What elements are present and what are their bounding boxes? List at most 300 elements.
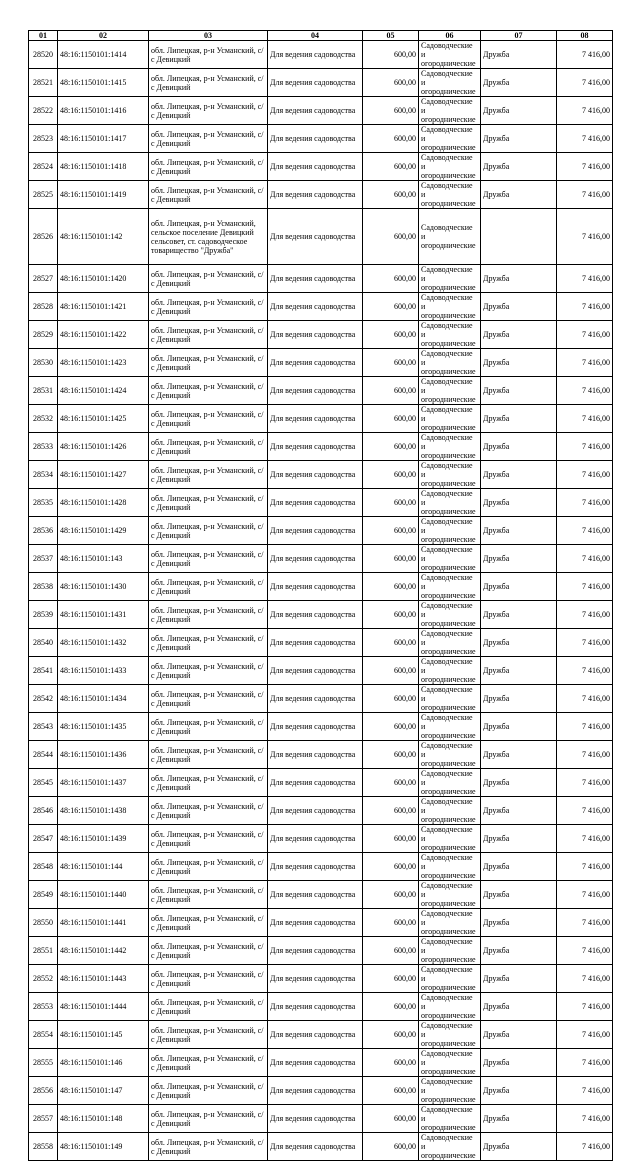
row-number-cell: 28538	[29, 573, 58, 601]
cadastral-number-cell: 48:16:1150101:143	[58, 545, 149, 573]
cadastral-value-cell: 7 416,00	[557, 349, 613, 377]
row-number-cell: 28551	[29, 937, 58, 965]
cadastral-value-cell: 7 416,00	[557, 769, 613, 797]
partnership-name-cell: Дружба	[481, 629, 557, 657]
cadastral-value-cell: 7 416,00	[557, 797, 613, 825]
partnership-name-cell: Дружба	[481, 937, 557, 965]
address-cell: обл. Липецкая, р-н Усманский, с/с Девицкий	[149, 489, 268, 517]
land-category-cell: Садоводческие и огороднические	[419, 125, 481, 153]
partnership-name-cell: Дружба	[481, 713, 557, 741]
permitted-use-cell: Для ведения садоводства	[268, 741, 363, 769]
cadastral-value-cell: 7 416,00	[557, 965, 613, 993]
address-cell: обл. Липецкая, р-н Усманский, с/с Девицкий	[149, 349, 268, 377]
cadastral-number-cell: 48:16:1150101:1425	[58, 405, 149, 433]
cadastral-value-cell: 7 416,00	[557, 1049, 613, 1077]
land-category-cell: Садоводческие и огороднические	[419, 153, 481, 181]
cadastral-number-cell: 48:16:1150101:1420	[58, 265, 149, 293]
address-cell: обл. Липецкая, р-н Усманский, с/с Девицкий	[149, 741, 268, 769]
cadastral-value-cell: 7 416,00	[557, 489, 613, 517]
area-cell: 600,00	[363, 573, 419, 601]
cadastral-number-cell: 48:16:1150101:1417	[58, 125, 149, 153]
land-category-cell: Садоводческие и огороднические	[419, 97, 481, 125]
row-number-cell: 28540	[29, 629, 58, 657]
land-category-cell: Садоводческие и огороднические	[419, 741, 481, 769]
partnership-name-cell: Дружба	[481, 909, 557, 937]
area-cell: 600,00	[363, 741, 419, 769]
land-category-cell: Садоводческие и огороднические	[419, 601, 481, 629]
land-category-cell: Садоводческие и огороднические	[419, 657, 481, 685]
permitted-use-cell: Для ведения садоводства	[268, 825, 363, 853]
address-cell: обл. Липецкая, р-н Усманский, с/с Девицкий	[149, 769, 268, 797]
cadastral-number-cell: 48:16:1150101:1422	[58, 321, 149, 349]
address-cell: обл. Липецкая, р-н Усманский, с/с Девицкий	[149, 41, 268, 69]
partnership-name-cell: Дружба	[481, 853, 557, 881]
area-cell: 600,00	[363, 881, 419, 909]
land-category-cell: Садоводческие и огороднические	[419, 293, 481, 321]
table-row	[29, 741, 613, 769]
table-row	[29, 965, 613, 993]
cadastral-number-cell: 48:16:1150101:1437	[58, 769, 149, 797]
permitted-use-cell: Для ведения садоводства	[268, 993, 363, 1021]
area-cell: 600,00	[363, 97, 419, 125]
land-category-cell: Садоводческие и огороднические	[419, 853, 481, 881]
permitted-use-cell: Для ведения садоводства	[268, 209, 363, 265]
address-cell: обл. Липецкая, р-н Усманский, с/с Девицкий	[149, 797, 268, 825]
row-number-cell: 28553	[29, 993, 58, 1021]
land-category-cell: Садоводческие и огороднические	[419, 405, 481, 433]
address-cell: обл. Липецкая, р-н Усманский, с/с Девицкий	[149, 1049, 268, 1077]
land-category-cell: Садоводческие и огороднические	[419, 69, 481, 97]
table-row	[29, 349, 613, 377]
land-category-cell: Садоводческие и огороднические	[419, 685, 481, 713]
land-category-cell: Садоводческие и огороднические	[419, 41, 481, 69]
cadastral-value-cell: 7 416,00	[557, 853, 613, 881]
row-number-cell: 28537	[29, 545, 58, 573]
partnership-name-cell: Дружба	[481, 377, 557, 405]
cadastral-number-cell: 48:16:1150101:1414	[58, 41, 149, 69]
address-cell: обл. Липецкая, р-н Усманский, с/с Девицкий	[149, 433, 268, 461]
area-cell: 600,00	[363, 993, 419, 1021]
row-number-cell: 28526	[29, 209, 58, 265]
address-cell: обл. Липецкая, р-н Усманский, с/с Девицкий	[149, 265, 268, 293]
area-cell: 600,00	[363, 489, 419, 517]
address-cell: обл. Липецкая, р-н Усманский, с/с Девицкий	[149, 153, 268, 181]
row-number-cell: 28528	[29, 293, 58, 321]
row-number-cell: 28547	[29, 825, 58, 853]
area-cell: 600,00	[363, 153, 419, 181]
address-cell: обл. Липецкая, р-н Усманский, с/с Девицкий	[149, 181, 268, 209]
area-cell: 600,00	[363, 265, 419, 293]
land-category-cell: Садоводческие и огороднические	[419, 993, 481, 1021]
cadastral-number-cell: 48:16:1150101:146	[58, 1049, 149, 1077]
permitted-use-cell: Для ведения садоводства	[268, 937, 363, 965]
land-category-cell: Садоводческие и огороднические	[419, 209, 481, 265]
partnership-name-cell: Дружба	[481, 1133, 557, 1161]
row-number-cell: 28543	[29, 713, 58, 741]
address-cell: обл. Липецкая, р-н Усманский, с/с Девицкий	[149, 601, 268, 629]
partnership-name-cell: Дружба	[481, 321, 557, 349]
area-cell: 600,00	[363, 713, 419, 741]
cadastral-number-cell: 48:16:1150101:1415	[58, 69, 149, 97]
partnership-name-cell: Дружба	[481, 769, 557, 797]
cadastral-number-cell: 48:16:1150101:1430	[58, 573, 149, 601]
register-table	[28, 30, 613, 1161]
cadastral-value-cell: 7 416,00	[557, 41, 613, 69]
table-row	[29, 769, 613, 797]
cadastral-number-cell: 48:16:1150101:1419	[58, 181, 149, 209]
column-header-03: 03	[149, 31, 268, 41]
column-header-02: 02	[58, 31, 149, 41]
column-header-07: 07	[481, 31, 557, 41]
cadastral-number-cell: 48:16:1150101:1433	[58, 657, 149, 685]
table-row	[29, 825, 613, 853]
row-number-cell: 28525	[29, 181, 58, 209]
address-cell: обл. Липецкая, р-н Усманский, с/с Девицкий	[149, 685, 268, 713]
partnership-name-cell: Дружба	[481, 1049, 557, 1077]
land-category-cell: Садоводческие и огороднические	[419, 909, 481, 937]
table-row	[29, 265, 613, 293]
address-cell: обл. Липецкая, р-н Усманский, с/с Девицкий	[149, 69, 268, 97]
table-row	[29, 937, 613, 965]
permitted-use-cell: Для ведения садоводства	[268, 1133, 363, 1161]
permitted-use-cell: Для ведения садоводства	[268, 125, 363, 153]
row-number-cell: 28549	[29, 881, 58, 909]
permitted-use-cell: Для ведения садоводства	[268, 853, 363, 881]
partnership-name-cell: Дружба	[481, 69, 557, 97]
address-cell: обл. Липецкая, р-н Усманский, с/с Девицкий	[149, 825, 268, 853]
area-cell: 600,00	[363, 909, 419, 937]
partnership-name-cell: Дружба	[481, 573, 557, 601]
address-cell: обл. Липецкая, р-н Усманский, с/с Девицкий	[149, 321, 268, 349]
address-cell: обл. Липецкая, р-н Усманский, с/с Девицкий	[149, 713, 268, 741]
cadastral-value-cell: 7 416,00	[557, 377, 613, 405]
area-cell: 600,00	[363, 461, 419, 489]
row-number-cell: 28555	[29, 1049, 58, 1077]
cadastral-number-cell: 48:16:1150101:1421	[58, 293, 149, 321]
table-row	[29, 601, 613, 629]
land-category-cell: Садоводческие и огороднические	[419, 1077, 481, 1105]
table-row	[29, 713, 613, 741]
table-row	[29, 657, 613, 685]
row-number-cell: 28552	[29, 965, 58, 993]
address-cell: обл. Липецкая, р-н Усманский, с/с Девицкий	[149, 1077, 268, 1105]
cadastral-value-cell: 7 416,00	[557, 433, 613, 461]
area-cell: 600,00	[363, 321, 419, 349]
row-number-cell: 28533	[29, 433, 58, 461]
partnership-name-cell: Дружба	[481, 349, 557, 377]
row-number-cell: 28542	[29, 685, 58, 713]
permitted-use-cell: Для ведения садоводства	[268, 657, 363, 685]
table-row	[29, 1049, 613, 1077]
table-row	[29, 209, 613, 265]
column-header-01: 01	[29, 31, 58, 41]
partnership-name-cell: Дружба	[481, 601, 557, 629]
partnership-name-cell: Дружба	[481, 881, 557, 909]
table-row	[29, 377, 613, 405]
table-row	[29, 97, 613, 125]
partnership-name-cell: Дружба	[481, 965, 557, 993]
table-row	[29, 153, 613, 181]
table-row	[29, 993, 613, 1021]
permitted-use-cell: Для ведения садоводства	[268, 769, 363, 797]
cadastral-number-cell: 48:16:1150101:1418	[58, 153, 149, 181]
permitted-use-cell: Для ведения садоводства	[268, 97, 363, 125]
address-cell: обл. Липецкая, р-н Усманский, с/с Девицкий	[149, 629, 268, 657]
cadastral-value-cell: 7 416,00	[557, 321, 613, 349]
row-number-cell: 28539	[29, 601, 58, 629]
table-row	[29, 41, 613, 69]
address-cell: обл. Липецкая, р-н Усманский, с/с Девицкий	[149, 909, 268, 937]
cadastral-value-cell: 7 416,00	[557, 573, 613, 601]
permitted-use-cell: Для ведения садоводства	[268, 349, 363, 377]
row-number-cell: 28557	[29, 1105, 58, 1133]
partnership-name-cell: Дружба	[481, 125, 557, 153]
cadastral-value-cell: 7 416,00	[557, 181, 613, 209]
land-category-cell: Садоводческие и огороднические	[419, 321, 481, 349]
row-number-cell: 28523	[29, 125, 58, 153]
cadastral-value-cell: 7 416,00	[557, 881, 613, 909]
table-row	[29, 797, 613, 825]
partnership-name-cell: Дружба	[481, 993, 557, 1021]
permitted-use-cell: Для ведения садоводства	[268, 797, 363, 825]
cadastral-value-cell: 7 416,00	[557, 69, 613, 97]
area-cell: 600,00	[363, 601, 419, 629]
land-category-cell: Садоводческие и огороднические	[419, 517, 481, 545]
table-row	[29, 629, 613, 657]
land-category-cell: Садоводческие и огороднические	[419, 573, 481, 601]
area-cell: 600,00	[363, 657, 419, 685]
address-cell: обл. Липецкая, р-н Усманский, с/с Девицкий	[149, 405, 268, 433]
cadastral-number-cell: 48:16:1150101:148	[58, 1105, 149, 1133]
cadastral-number-cell: 48:16:1150101:1423	[58, 349, 149, 377]
permitted-use-cell: Для ведения садоводства	[268, 909, 363, 937]
land-category-cell: Садоводческие и огороднические	[419, 349, 481, 377]
cadastral-value-cell: 7 416,00	[557, 293, 613, 321]
permitted-use-cell: Для ведения садоводства	[268, 321, 363, 349]
cadastral-value-cell: 7 416,00	[557, 657, 613, 685]
address-cell: обл. Липецкая, р-н Усманский, с/с Девицкий	[149, 1105, 268, 1133]
table-row	[29, 489, 613, 517]
address-cell: обл. Липецкая, р-н Усманский, с/с Девицкий	[149, 377, 268, 405]
permitted-use-cell: Для ведения садоводства	[268, 601, 363, 629]
permitted-use-cell: Для ведения садоводства	[268, 965, 363, 993]
table-row	[29, 853, 613, 881]
area-cell: 600,00	[363, 769, 419, 797]
row-number-cell: 28524	[29, 153, 58, 181]
partnership-name-cell: Дружба	[481, 97, 557, 125]
permitted-use-cell: Для ведения садоводства	[268, 489, 363, 517]
cadastral-number-cell: 48:16:1150101:1441	[58, 909, 149, 937]
address-cell: обл. Липецкая, р-н Усманский, с/с Девицкий	[149, 993, 268, 1021]
permitted-use-cell: Для ведения садоводства	[268, 713, 363, 741]
land-category-cell: Садоводческие и огороднические	[419, 461, 481, 489]
cadastral-value-cell: 7 416,00	[557, 265, 613, 293]
column-header-05: 05	[363, 31, 419, 41]
area-cell: 600,00	[363, 1077, 419, 1105]
address-cell: обл. Липецкая, р-н Усманский, с/с Девицкий	[149, 657, 268, 685]
table-row	[29, 433, 613, 461]
address-cell: обл. Липецкая, р-н Усманский, с/с Девицкий	[149, 125, 268, 153]
land-category-cell: Садоводческие и огороднические	[419, 1049, 481, 1077]
cadastral-value-cell: 7 416,00	[557, 405, 613, 433]
cadastral-value-cell: 7 416,00	[557, 741, 613, 769]
cadastral-number-cell: 48:16:1150101:1424	[58, 377, 149, 405]
permitted-use-cell: Для ведения садоводства	[268, 41, 363, 69]
address-cell: обл. Липецкая, р-н Усманский, с/с Девицкий	[149, 881, 268, 909]
area-cell: 600,00	[363, 433, 419, 461]
land-category-cell: Садоводческие и огороднические	[419, 489, 481, 517]
address-cell: обл. Липецкая, р-н Усманский, с/с Девицкий	[149, 573, 268, 601]
row-number-cell: 28554	[29, 1021, 58, 1049]
cadastral-number-cell: 48:16:1150101:1428	[58, 489, 149, 517]
table-row	[29, 181, 613, 209]
register-body	[29, 41, 613, 1161]
area-cell: 600,00	[363, 69, 419, 97]
area-cell: 600,00	[363, 209, 419, 265]
land-category-cell: Садоводческие и огороднические	[419, 881, 481, 909]
permitted-use-cell: Для ведения садоводства	[268, 545, 363, 573]
partnership-name-cell: Дружба	[481, 1077, 557, 1105]
address-cell: обл. Липецкая, р-н Усманский, с/с Девицкий	[149, 293, 268, 321]
cadastral-value-cell: 7 416,00	[557, 993, 613, 1021]
partnership-name-cell: Дружба	[481, 741, 557, 769]
area-cell: 600,00	[363, 853, 419, 881]
row-number-cell: 28522	[29, 97, 58, 125]
land-category-cell: Садоводческие и огороднические	[419, 797, 481, 825]
area-cell: 600,00	[363, 685, 419, 713]
partnership-name-cell: Дружба	[481, 181, 557, 209]
area-cell: 600,00	[363, 41, 419, 69]
cadastral-value-cell: 7 416,00	[557, 937, 613, 965]
land-category-cell: Садоводческие и огороднические	[419, 181, 481, 209]
address-cell: обл. Липецкая, р-н Усманский, с/с Девицкий	[149, 1021, 268, 1049]
column-header-06: 06	[419, 31, 481, 41]
permitted-use-cell: Для ведения садоводства	[268, 1021, 363, 1049]
area-cell: 600,00	[363, 349, 419, 377]
table-row	[29, 573, 613, 601]
permitted-use-cell: Для ведения садоводства	[268, 69, 363, 97]
cadastral-value-cell: 7 416,00	[557, 125, 613, 153]
land-category-cell: Садоводческие и огороднические	[419, 1133, 481, 1161]
column-header-04: 04	[268, 31, 363, 41]
address-cell: обл. Липецкая, р-н Усманский, с/с Девицкий	[149, 517, 268, 545]
cadastral-value-cell: 7 416,00	[557, 1105, 613, 1133]
permitted-use-cell: Для ведения садоводства	[268, 461, 363, 489]
cadastral-value-cell: 7 416,00	[557, 97, 613, 125]
column-header-08: 08	[557, 31, 613, 41]
cadastral-number-cell: 48:16:1150101:1427	[58, 461, 149, 489]
row-number-cell: 28541	[29, 657, 58, 685]
area-cell: 600,00	[363, 797, 419, 825]
permitted-use-cell: Для ведения садоводства	[268, 405, 363, 433]
land-category-cell: Садоводческие и огороднические	[419, 937, 481, 965]
cadastral-number-cell: 48:16:1150101:149	[58, 1133, 149, 1161]
land-category-cell: Садоводческие и огороднические	[419, 545, 481, 573]
cadastral-value-cell: 7 416,00	[557, 545, 613, 573]
row-number-cell: 28531	[29, 377, 58, 405]
permitted-use-cell: Для ведения садоводства	[268, 1049, 363, 1077]
area-cell: 600,00	[363, 545, 419, 573]
cadastral-value-cell: 7 416,00	[557, 909, 613, 937]
land-category-cell: Садоводческие и огороднические	[419, 629, 481, 657]
area-cell: 600,00	[363, 1021, 419, 1049]
permitted-use-cell: Для ведения садоводства	[268, 517, 363, 545]
table-row	[29, 517, 613, 545]
cadastral-value-cell: 7 416,00	[557, 1077, 613, 1105]
cadastral-value-cell: 7 416,00	[557, 629, 613, 657]
cadastral-value-cell: 7 416,00	[557, 825, 613, 853]
partnership-name-cell	[481, 209, 557, 265]
partnership-name-cell: Дружба	[481, 41, 557, 69]
area-cell: 600,00	[363, 629, 419, 657]
area-cell: 600,00	[363, 377, 419, 405]
cadastral-number-cell: 48:16:1150101:1434	[58, 685, 149, 713]
area-cell: 600,00	[363, 517, 419, 545]
partnership-name-cell: Дружба	[481, 797, 557, 825]
address-cell: обл. Липецкая, р-н Усманский, с/с Девицкий	[149, 1133, 268, 1161]
cadastral-number-cell: 48:16:1150101:142	[58, 209, 149, 265]
permitted-use-cell: Для ведения садоводства	[268, 1105, 363, 1133]
row-number-cell: 28527	[29, 265, 58, 293]
land-category-cell: Садоводческие и огороднические	[419, 965, 481, 993]
partnership-name-cell: Дружба	[481, 657, 557, 685]
table-row	[29, 69, 613, 97]
land-category-cell: Садоводческие и огороднические	[419, 433, 481, 461]
table-row	[29, 321, 613, 349]
cadastral-number-cell: 48:16:1150101:1416	[58, 97, 149, 125]
cadastral-number-cell: 48:16:1150101:1439	[58, 825, 149, 853]
land-category-cell: Садоводческие и огороднические	[419, 265, 481, 293]
table-row	[29, 881, 613, 909]
table-row	[29, 293, 613, 321]
cadastral-value-cell: 7 416,00	[557, 713, 613, 741]
cadastral-value-cell: 7 416,00	[557, 209, 613, 265]
area-cell: 600,00	[363, 937, 419, 965]
permitted-use-cell: Для ведения садоводства	[268, 685, 363, 713]
address-cell: обл. Липецкая, р-н Усманский, с/с Девицкий	[149, 853, 268, 881]
cadastral-number-cell: 48:16:1150101:145	[58, 1021, 149, 1049]
permitted-use-cell: Для ведения садоводства	[268, 433, 363, 461]
area-cell: 600,00	[363, 1105, 419, 1133]
land-category-cell: Садоводческие и огороднические	[419, 713, 481, 741]
permitted-use-cell: Для ведения садоводства	[268, 377, 363, 405]
row-number-cell: 28520	[29, 41, 58, 69]
permitted-use-cell: Для ведения садоводства	[268, 629, 363, 657]
cadastral-number-cell: 48:16:1150101:1440	[58, 881, 149, 909]
table-row	[29, 1021, 613, 1049]
cadastral-number-cell: 48:16:1150101:1435	[58, 713, 149, 741]
partnership-name-cell: Дружба	[481, 153, 557, 181]
cadastral-value-cell: 7 416,00	[557, 601, 613, 629]
row-number-cell: 28550	[29, 909, 58, 937]
row-number-cell: 28535	[29, 489, 58, 517]
permitted-use-cell: Для ведения садоводства	[268, 293, 363, 321]
cadastral-value-cell: 7 416,00	[557, 153, 613, 181]
cadastral-value-cell: 7 416,00	[557, 1133, 613, 1161]
area-cell: 600,00	[363, 965, 419, 993]
row-number-cell: 28548	[29, 853, 58, 881]
partnership-name-cell: Дружба	[481, 1105, 557, 1133]
area-cell: 600,00	[363, 293, 419, 321]
partnership-name-cell: Дружба	[481, 265, 557, 293]
header-row	[29, 31, 613, 41]
table-row	[29, 1077, 613, 1105]
permitted-use-cell: Для ведения садоводства	[268, 153, 363, 181]
row-number-cell: 28532	[29, 405, 58, 433]
row-number-cell: 28521	[29, 69, 58, 97]
row-number-cell: 28556	[29, 1077, 58, 1105]
permitted-use-cell: Для ведения садоводства	[268, 1077, 363, 1105]
